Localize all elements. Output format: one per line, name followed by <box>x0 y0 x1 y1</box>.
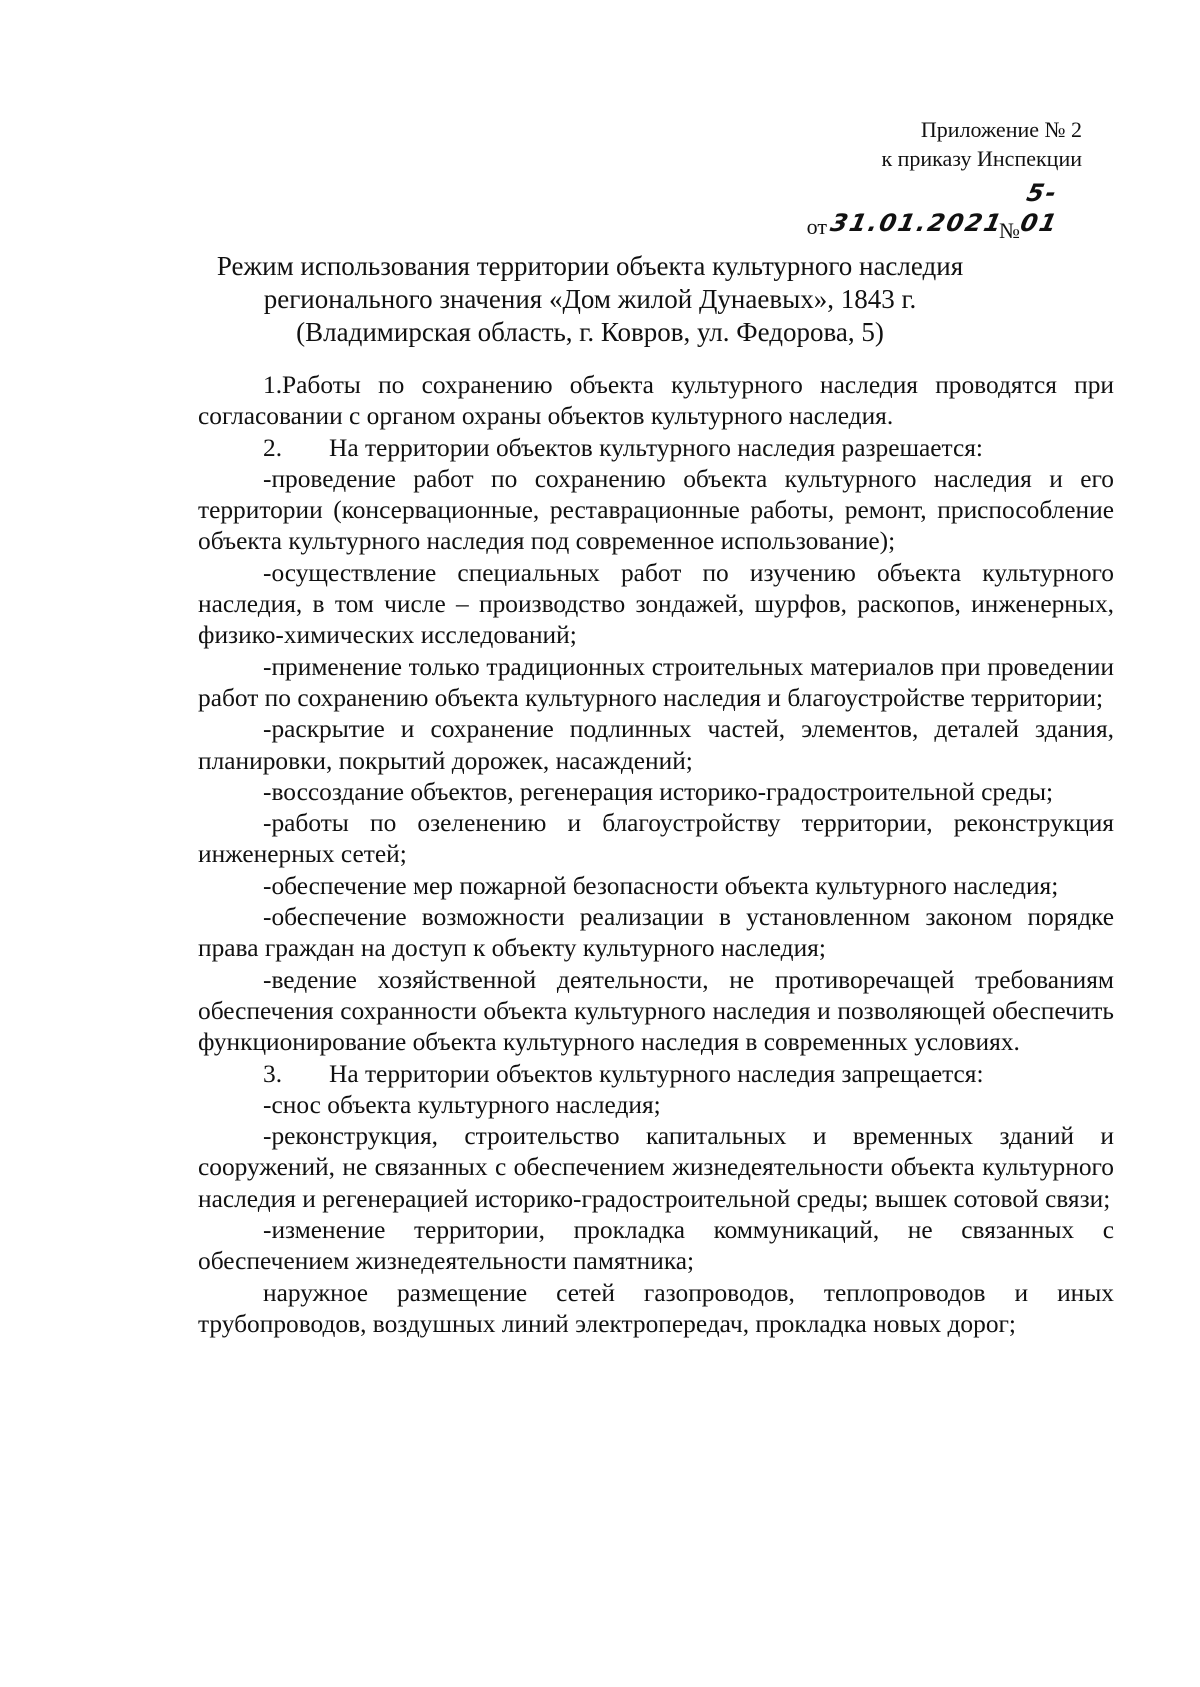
title-line-1: Режим использования территории объекта культурного наследия <box>216 251 964 281</box>
section-2-heading <box>198 433 1114 464</box>
allowed-item: -ведение хозяйственной деятельности, не противоречащей требованиям обеспечения сохранности объекта культурного наследия и позволяющей обеспечить функционирование объекта культурного наследия в современных условиях. <box>198 965 1114 1057</box>
date-prefix: от <box>806 214 827 239</box>
allowed-item: -проведение работ по сохранению объекта культурного наследия и его территории (консервационные, реставрационные работы, ремонт, приспособление объекта культурного наследия под современное использование); <box>198 464 1114 556</box>
allowed-item: -работы по озеленению и благоустройству территории, реконструкция инженерных сетей; <box>198 809 1114 869</box>
section-2-number: 2. <box>263 433 283 462</box>
prohibited-item: -реконструкция, строительство капитальных и временных зданий и сооружений, не связанных с обеспечением жизнедеятельности объекта культурного наследия и регенерацией историко-градостроительной среды; вышек сотовой связи; <box>198 1122 1114 1213</box>
order-date-line <box>807 178 1082 242</box>
appendix-title: Приложение № 2 <box>920 117 1082 142</box>
allowed-item: -воссоздание объектов, регенерация историко-градостроительной среды; <box>263 777 1054 806</box>
prohibited-item: наружное размещение сетей газопроводов, теплопроводов и иных трубопроводов, воздушных линий электропередач, прокладка новых дорог; <box>198 1278 1114 1338</box>
handwritten-date: 31.01.2021 <box>828 209 1006 237</box>
section-1-paragraph: 1.Работы по сохранению объекта культурного наследия проводятся при согласовании с органом охраны объектов культурного наследия. <box>198 371 1114 431</box>
number-label: № <box>999 218 1020 243</box>
handwritten-number: 5-01 <box>1017 179 1062 237</box>
allowed-item: -применение только традиционных строительных материалов при проведении работ по сохранению объекта культурного наследия и благоустройстве территории; <box>198 652 1114 712</box>
section-3-number: 3. <box>263 1059 283 1088</box>
appendix-order-ref: к приказу Инспекции <box>881 146 1082 171</box>
title-line-2: регионального значения «Дом жилой Дунаевых», 1843 г. <box>263 284 917 314</box>
section-2-heading-text: На территории объектов культурного наследия разрешается: <box>329 433 983 462</box>
prohibited-item: -снос объекта культурного наследия; <box>263 1090 661 1119</box>
allowed-item: -осуществление специальных работ по изучению объекта культурного наследия, в том числе – производство зондажей, шурфов, раскопов, инженерных, физико-химических исследований; <box>198 558 1114 650</box>
section-3-heading-text: На территории объектов культурного наследия запрещается: <box>329 1059 984 1088</box>
allowed-item: -обеспечение мер пожарной безопасности объекта культурного наследия; <box>263 871 1059 900</box>
title-line-3: (Владимирская область, г. Ковров, ул. Федорова, 5) <box>296 317 884 347</box>
prohibited-item: -изменение территории, прокладка коммуникаций, не связанных с обеспечением жизнедеятельности памятника; <box>198 1216 1114 1276</box>
document-body <box>198 370 1114 1340</box>
allowed-item: -обеспечение возможности реализации в установленном законом порядке права граждан на доступ к объекту культурного наследия; <box>198 903 1114 963</box>
section-3-heading <box>198 1059 1114 1090</box>
document-title <box>150 250 1030 349</box>
appendix-header <box>881 115 1082 173</box>
allowed-item: -раскрытие и сохранение подлинных частей, элементов, деталей здания, планировки, покрытий дорожек, насаждений; <box>198 715 1114 775</box>
